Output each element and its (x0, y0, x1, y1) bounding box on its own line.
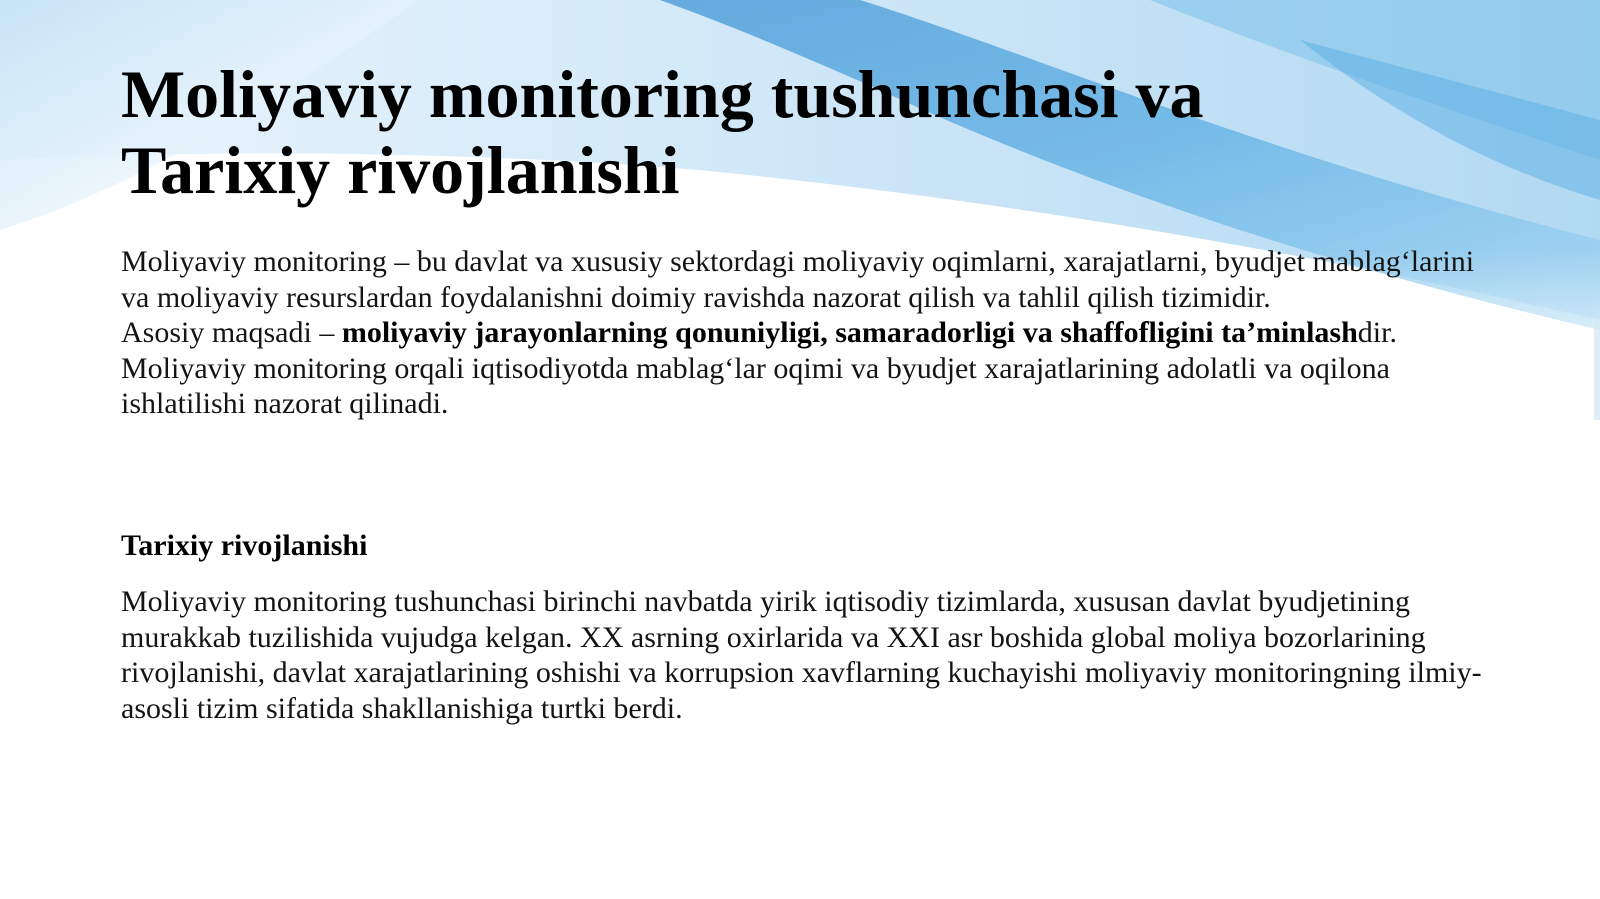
title-line-2: Tarixiy rivojlanishi (121, 132, 680, 208)
purpose-paragraph (121, 315, 1501, 422)
purpose-prefix: Asosiy maqsadi – (121, 316, 342, 349)
purpose-bold-text: moliyaviy jarayonlarning qonuniyligi, samaradorligi va shaffofligini ta’minlash (341, 316, 1358, 349)
history-heading: Tarixiy rivojlanishi (121, 529, 368, 562)
slide-title (121, 56, 1501, 208)
title-line-1: Moliyaviy monitoring tushunchasi va (121, 56, 1204, 132)
history-paragraph: Moliyaviy monitoring tushunchasi birinchi navbatda yirik iqtisodiy tizimlarda, xususan davlat byudjetining murakkab tuzilishida vujudga kelgan. XX asrning oxirlarida va XXI asr boshida global moliya bozorlarining rivojlanishi, davlat xarajatlarining oshishi va korrupsion xavflarning kuchayishi moliyaviy monitoringning ilmiy-asosli tizim sifatida shakllanishiga turtki berdi. (121, 585, 1482, 725)
slide-body (121, 244, 1501, 422)
purpose-suffix: dir. Moliyaviy monitoring orqali iqtisodiyotda mablag‘lar oqimi va byudjet xarajatlarining adolatli va oqilona ishlatilishi nazorat qilinadi. (121, 316, 1397, 420)
definition-paragraph: Moliyaviy monitoring – bu davlat va xususiy sektordagi moliyaviy oqimlarni, xarajatlarni, byudjet mablag‘larini va moliyaviy resurslardan foydalanishni doimiy ravishda nazorat qilish va tahlil qilish tizimidir. (121, 245, 1475, 314)
